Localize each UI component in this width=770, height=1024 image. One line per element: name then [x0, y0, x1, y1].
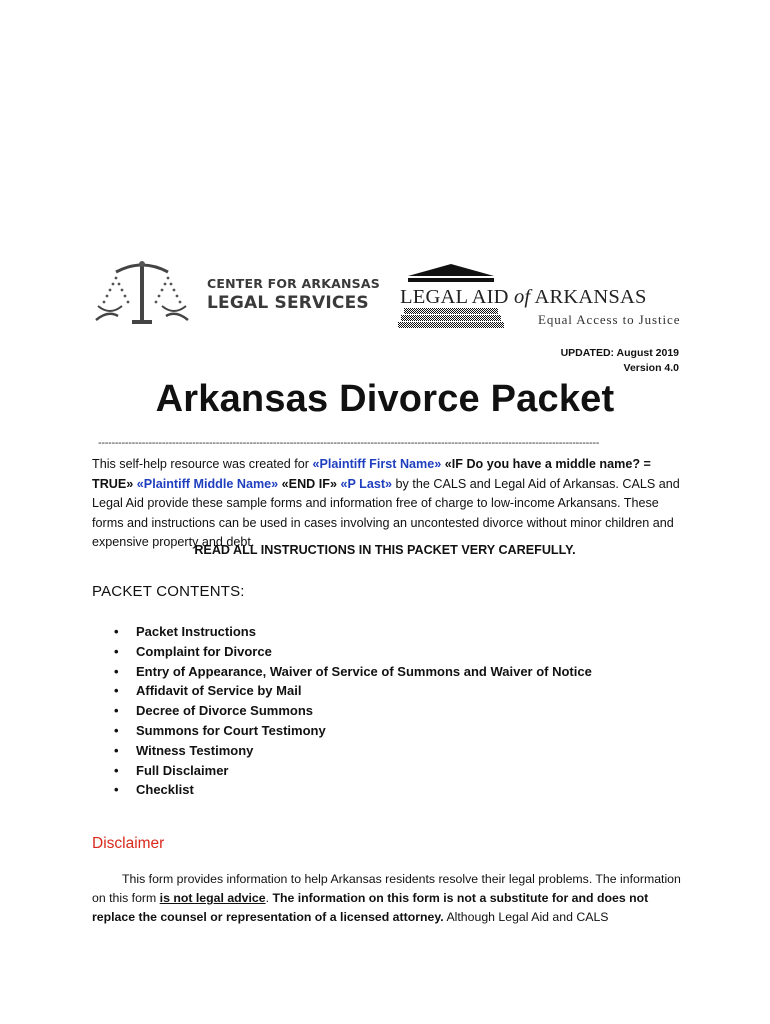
legal-aid-tagline: Equal Access to Justice: [538, 312, 681, 327]
list-item-label: Complaint for Divorce: [136, 643, 272, 659]
page-title: Arkansas Divorce Packet: [155, 378, 615, 420]
bullet-icon: •: [114, 683, 119, 699]
disclaimer-text-2: .: [265, 891, 273, 906]
bullet-icon: •: [114, 782, 119, 798]
disclaimer-bold: The information on this form is not a substitute for and does not replace the counsel or representation of a licensed attorney.: [92, 891, 649, 925]
disclaimer-paragraph: [92, 870, 692, 928]
list-item: [108, 741, 592, 761]
separator-line: -----------------------------------------------------------------------------------------------------------------------------------------------------: [98, 437, 600, 449]
merge-field-middle-name: «Plaintiff Middle Name»: [136, 476, 279, 491]
cals-line2: LEGAL SERVICES: [207, 293, 369, 313]
merge-field-last-name: «P Last»: [340, 476, 393, 491]
bullet-icon: •: [114, 663, 119, 679]
bullet-icon: •: [114, 643, 119, 659]
bullet-icon: •: [114, 703, 119, 719]
list-item-label: Packet Instructions: [136, 624, 256, 639]
list-item-label: Affidavit of Service by Mail: [136, 683, 302, 699]
scales-of-justice-icon: [92, 258, 192, 330]
list-item: [108, 701, 592, 721]
list-item-label: Decree of Divorce Summons: [136, 703, 314, 719]
merge-field-first-name: «Plaintiff First Name»: [312, 457, 442, 471]
legal-aid-title-of: of: [513, 286, 531, 308]
list-item: [108, 780, 592, 800]
list-item: [108, 642, 592, 662]
list-item: [108, 761, 592, 781]
cals-line1: CENTER FOR ARKANSAS: [207, 276, 380, 291]
disclaimer-underlined: is not legal advice: [159, 891, 266, 906]
list-item: [108, 662, 592, 682]
intro-text-start: This self-help resource was created for: [92, 457, 313, 471]
intro-text-end: by the CALS and Legal Aid of Arkansas. CALS and Legal Aid provide these sample forms and information free of charge to low-income Arkansans. These forms and instructions can be used in cases involving an uncontested divorce without minor children and expensive property and debt.: [92, 476, 680, 550]
merge-end-if: «END IF»: [281, 476, 337, 491]
cals-logo: [92, 258, 380, 330]
disclaimer-heading: Disclaimer: [92, 835, 165, 852]
version-label: Version 4.0: [623, 362, 679, 374]
disclaimer-text-3: Although Legal Aid and CALS: [443, 910, 609, 925]
read-all-instructions: READ ALL INSTRUCTIONS IN THIS PACKET VERY CAREFULLY.: [194, 543, 576, 557]
updated-block: [561, 346, 679, 376]
merge-if-statement: «IF Do you have a middle name? = TRUE»: [92, 457, 651, 491]
updated-date: UPDATED: August 2019: [560, 347, 679, 359]
list-item-label: Full Disclaimer: [136, 762, 229, 778]
cals-wordmark: [207, 276, 380, 314]
list-item: [108, 681, 592, 701]
intro-paragraph: [92, 455, 692, 553]
list-item: [108, 721, 592, 741]
legal-aid-logo: [396, 262, 691, 332]
list-item-label: Summons for Court Testimony: [136, 722, 326, 738]
bullet-icon: •: [114, 624, 119, 639]
bullet-icon: •: [114, 722, 119, 738]
list-item-label: Checklist: [136, 782, 194, 798]
bullet-icon: •: [114, 762, 119, 778]
packet-contents-heading: PACKET CONTENTS:: [92, 583, 245, 600]
bullet-icon: •: [114, 742, 119, 758]
legal-aid-title-post: ARKANSAS: [530, 286, 647, 308]
list-item-label: Witness Testimony: [136, 742, 254, 758]
list-item: [108, 622, 592, 642]
legal-aid-title-pre: LEGAL AID: [400, 286, 514, 308]
legal-aid-title: [400, 286, 647, 309]
disclaimer-text-1: This form provides information to help Arkansas residents resolve their legal problems. The information on this form: [92, 872, 681, 906]
packet-contents-list: [108, 622, 592, 800]
list-item-label: Entry of Appearance, Waiver of Service of Summons and Waiver of Notice: [136, 663, 592, 679]
